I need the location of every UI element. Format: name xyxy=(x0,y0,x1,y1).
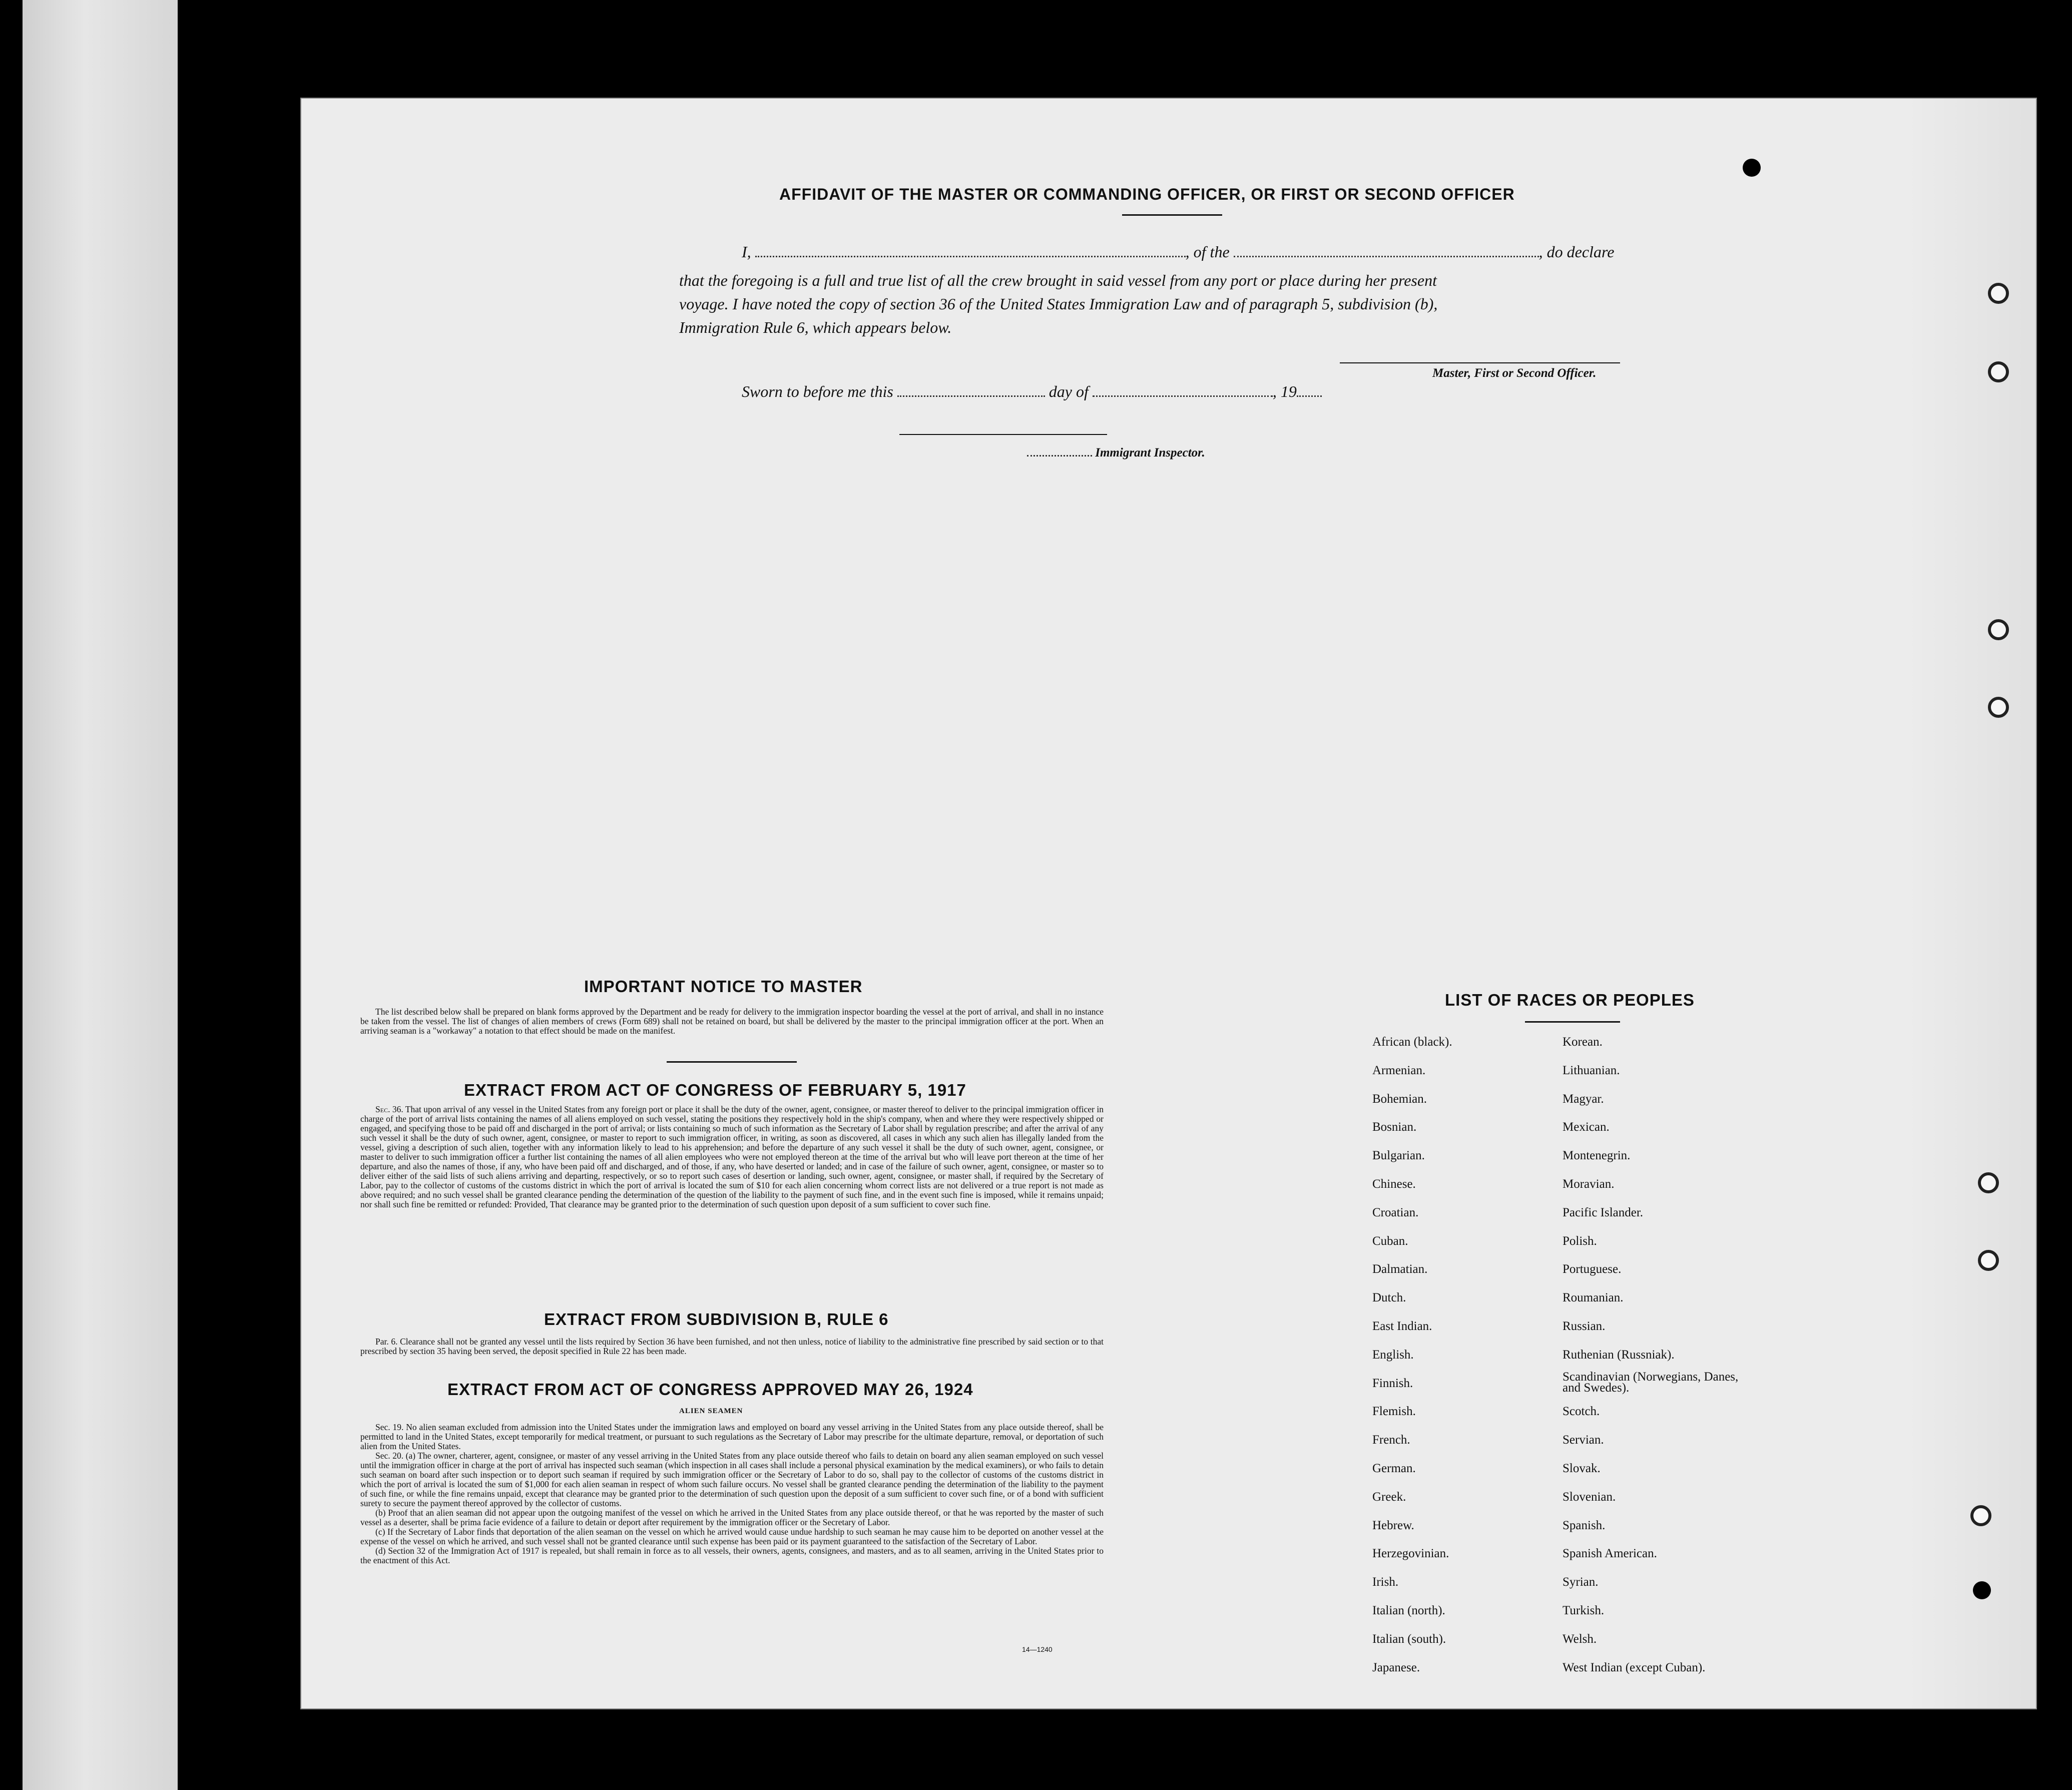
race-item: Welsh. xyxy=(1563,1632,1597,1646)
extract-1917-text xyxy=(360,1105,1104,1209)
race-item: West Indian (except Cuban). xyxy=(1563,1660,1706,1674)
race-item: Scotch. xyxy=(1563,1405,1600,1419)
affidavit-declaration-line xyxy=(742,243,1614,261)
binder-hole xyxy=(178,1441,200,1463)
race-item: Croatian. xyxy=(1372,1205,1419,1219)
race-item: Herzegovinian. xyxy=(1372,1547,1449,1561)
affidavit-body-2: voyage. I have noted the copy of section 36 of the United States Immigration Law and of paragraph 5, subdivision (b), xyxy=(679,295,1438,313)
extract-1917-title: EXTRACT FROM ACT OF CONGRESS OF FEBRUARY 5, 1917 xyxy=(464,1081,966,1099)
race-item: African (black). xyxy=(1372,1035,1452,1049)
title-rule xyxy=(1122,214,1222,216)
race-item: Hebrew. xyxy=(1372,1518,1414,1532)
race-item: Magyar. xyxy=(1563,1092,1604,1106)
binder-hole xyxy=(201,220,223,242)
binder-hole xyxy=(201,298,223,320)
manifest-page xyxy=(300,98,2037,1709)
race-item: Italian (north). xyxy=(1372,1603,1445,1617)
affidavit-i: I, xyxy=(742,243,751,261)
binder-hole xyxy=(1988,697,2009,718)
race-item: Flemish. xyxy=(1372,1405,1416,1419)
race-item: Syrian. xyxy=(1563,1575,1599,1589)
notice-paragraph: The list described below shall be prepared on blank forms approved by the Department and be ready for delivery to the immigration inspector boarding the vessel at the port of arrival, and shall in no instance be taken from the vessel. The list of changes of alien members of crews (Form 689) shall not be retained on board, but shall be delivered by the master to the principal immigration officer at the port. When an arriving seaman is a "workaway" a notation to that effect should be made on the manifest. xyxy=(360,1007,1104,1036)
alien-seamen-subtitle: ALIEN SEAMEN xyxy=(679,1407,743,1415)
races-column-1 xyxy=(1372,1028,1452,1682)
binder-hole xyxy=(1978,1250,1999,1271)
binder-hole xyxy=(1970,1505,1991,1526)
race-item: Bulgarian. xyxy=(1372,1149,1425,1163)
race-item: German. xyxy=(1372,1461,1416,1475)
race-item: Dalmatian. xyxy=(1372,1262,1428,1276)
binder-hole xyxy=(1988,283,2009,304)
race-item: Irish. xyxy=(1372,1575,1399,1589)
race-item: Slovak. xyxy=(1563,1461,1601,1475)
binder-hole xyxy=(178,1520,200,1542)
race-item: Spanish American. xyxy=(1563,1547,1657,1561)
year-text: , 19 xyxy=(1272,382,1297,400)
race-item: Turkish. xyxy=(1563,1603,1605,1617)
sec-36-label: Sec. 36. xyxy=(375,1104,403,1114)
master-signature-caption: Master, First or Second Officer. xyxy=(1432,366,1597,380)
race-item: Mexican. xyxy=(1563,1120,1610,1134)
notice-text xyxy=(360,1007,1104,1036)
sworn-text: Sworn to before me this xyxy=(742,382,893,400)
race-item: Slovenian. xyxy=(1563,1490,1616,1504)
sec-19-paragraph: Sec. 19. No alien seaman excluded from admission into the United States under the immigration laws and employed on board any vessel arriving in the United States from any place outside thereof, shall be permitted to land in the United States, except temporarily for medical treatment, or pursuant to such regulations as the Secretary of Labor may prescribe for the ultimate departure, removal, or deportation of such alien from the United States. xyxy=(360,1422,1104,1451)
race-item: Servian. xyxy=(1563,1433,1604,1447)
race-item: Portuguese. xyxy=(1563,1262,1622,1276)
race-item: Ruthenian (Russniak). xyxy=(1563,1348,1675,1362)
race-item: Spanish. xyxy=(1563,1518,1606,1532)
race-item: Chinese. xyxy=(1372,1177,1416,1191)
race-item: Roumanian. xyxy=(1563,1291,1624,1305)
affidavit-body-1: that the foregoing is a full and true list of all the crew brought in said vessel from any port or place during her present xyxy=(679,271,1437,289)
inspector-caption: Immigrant Inspector. xyxy=(1095,446,1205,460)
form-number: 14—1240 xyxy=(1022,1645,1053,1653)
master-signature-line xyxy=(1340,362,1620,363)
affidavit-of-the: , of the xyxy=(1185,243,1230,261)
race-item: English. xyxy=(1372,1348,1414,1362)
race-item: French. xyxy=(1372,1433,1410,1447)
sec-20b-paragraph: (b) Proof that an alien seaman did not appear upon the outgoing manifest of the vessel on which he arrived in the United States from any place outside thereof, or that he was reported by the master of such vessel as a deserter, shall be prima facie evidence of a failure to detain or deport after requirement by the immigration officer or the Secretary of Labor. xyxy=(360,1508,1104,1527)
sec-36-body: That upon arrival of any vessel in the United States from any foreign port or place it shall be the duty of the owner, agent, consignee, or master thereof to deliver to the principal immigration officer in charge of the port of arrival lists containing the names of all aliens employed on such vessel, stating the positions they respectively hold in the ship's company, when and where they were respectively shipped or engaged, and specifying those to be paid off and discharged in the port of arrival; or lists containing so much of such information as the Secretary of Labor shall by regulation prescribe; and after the arrival of any such vessel it shall be the duty of such owner, agent, consignee, or master to report to such immigration officer, in writing, as soon as discovered, all cases in which any such alien has illegally landed from the vessel, giving a description of such alien, together with any information likely to lead to his apprehension; and before the departure of any such vessel it shall be the duty of such owner, agent, consignee, or master to deliver to such immigration officer a further list containing the names of all alien employees who were not employed thereon at the time of the arrival but who will leave port thereon at the time of her departure, and also the names of those, if any, who have been paid off and discharged, and of those, if any, who have deserted or landed; and in case of the failure of such owner, agent, consignee, or master so to deliver either of the said lists of such aliens arriving and departing, respectively, or so to report such cases of desertion or landing, such owner, agent, consignee, or master shall, if required by the Secretary of Labor, pay to the collector of customs of the customs district in which the port of arrival is located the sum of $10 for each alien concerning whom correct lists are not delivered or a true report is not made as above required; and no such vessel shall be granted clearance pending the determination of the question of the liability to the payment of such fine, and in the event such fine is imposed, while it remains unpaid; nor shall such fine be remitted or refunded: Provided, That clearance may be granted prior to the determination of such question upon deposit of a sum sufficient to cover such fine. xyxy=(360,1104,1104,1209)
subdiv-b-text xyxy=(360,1337,1104,1356)
race-item: Korean. xyxy=(1563,1035,1603,1049)
sec-20c-paragraph: (c) If the Secretary of Labor finds that deportation of the alien seaman on the vessel on which he arrived would cause undue hardship to such seaman he may cause him to be deported on another vessel at the expense of the vessel on which he arrived, and such vessel shall not be granted clearance until such expense has been paid or its payment guaranteed to the satisfaction of the Secretary of Labor. xyxy=(360,1527,1104,1546)
inspector-signature-line xyxy=(899,434,1107,435)
binder-hole xyxy=(1978,1172,1999,1193)
subdiv-b-paragraph: Par. 6. Clearance shall not be granted any vessel until the lists required by Section 36 have been furnished, and not then unless, notice of liability to the administrative fine prescribed by said section or to that prescribed by section 35 having been served, the deposit specified in Rule 22 has been made. xyxy=(360,1336,1104,1356)
day-of-text: day of xyxy=(1049,382,1089,400)
sec-20a-paragraph: Sec. 20. (a) The owner, charterer, agent, consignee, or master of any vessel arriving in the United States from any place outside thereof who fails to detain on board any alien seaman employed on such vessel until the immigration officer in charge at the port of arrival has inspected such seaman (which inspection in all cases shall include a personal physical examination by the medical examiners), or who fails to detain such seaman on board after such inspection or to deport such seaman if required by such immigration officer or the Secretary of Labor to do so, shall pay to the collector of customs of the customs district in which the port of arrival is located the sum of $1,000 for each alien seaman in respect of whom such failure occurs. No vessel shall be granted clearance pending the determination of the liability to the payment of such fine, or while the fine remains unpaid, except that clearance may be granted prior to the determination of such question upon the deposit of a sum sufficient to cover such fine, or of a bond with sufficient surety to secure the payment thereof approved by the collector of customs. xyxy=(360,1451,1104,1508)
binder-hole xyxy=(186,1184,208,1206)
binder-hole xyxy=(186,1105,208,1127)
race-item: Japanese. xyxy=(1372,1660,1420,1674)
race-item: Finnish. xyxy=(1372,1376,1413,1390)
race-item: Italian (south). xyxy=(1372,1632,1446,1646)
races-rule xyxy=(1525,1021,1620,1023)
race-item: Bohemian. xyxy=(1372,1092,1427,1106)
race-item: Polish. xyxy=(1563,1234,1597,1248)
affidavit-title: AFFIDAVIT OF THE MASTER OR COMMANDING OFFICER, OR FIRST OR SECOND OFFICER xyxy=(779,185,1515,203)
sec-20d-paragraph: (d) Section 32 of the Immigration Act of 1917 is repealed, but shall remain in force as to all vessels, their owners, agents, consignees, and masters, and as to all seamen, arriving in the United States prior to the enactment of this Act. xyxy=(360,1546,1104,1565)
extract-1924-title: EXTRACT FROM ACT OF CONGRESS APPROVED MAY 26, 1924 xyxy=(447,1380,973,1399)
race-item: Bosnian. xyxy=(1372,1120,1417,1134)
affidavit-body-3: Immigration Rule 6, which appears below. xyxy=(679,318,952,336)
race-item: East Indian. xyxy=(1372,1319,1432,1333)
race-item: Russian. xyxy=(1563,1319,1606,1333)
binder-hole xyxy=(195,553,217,575)
notice-rule xyxy=(667,1061,797,1063)
race-item: Armenian. xyxy=(1372,1063,1426,1077)
race-item: Cuban. xyxy=(1372,1234,1408,1248)
affidavit-do-declare: , do declare xyxy=(1538,243,1615,261)
races-title: LIST OF RACES OR PEOPLES xyxy=(1445,991,1695,1009)
race-item: Lithuanian. xyxy=(1563,1063,1620,1077)
race-item: Moravian. xyxy=(1563,1177,1615,1191)
race-item: Scandinavian (Norwegians, Danes, and Swedes). xyxy=(1563,1370,1739,1395)
race-item: Montenegrin. xyxy=(1563,1149,1631,1163)
binder-hole xyxy=(1973,1581,1991,1599)
race-item: Greek. xyxy=(1372,1490,1406,1504)
race-item: Dutch. xyxy=(1372,1291,1406,1305)
binder-hole xyxy=(1743,159,1761,177)
binder-hole xyxy=(1988,361,2009,382)
subdiv-b-title: EXTRACT FROM SUBDIVISION B, RULE 6 xyxy=(544,1310,889,1328)
inspector-line xyxy=(1027,446,1205,460)
races-column-2 xyxy=(1563,1028,1743,1682)
sworn-line xyxy=(742,382,1322,401)
extract-1924-text xyxy=(360,1423,1104,1565)
race-item: Pacific Islander. xyxy=(1563,1205,1644,1219)
binder-hole xyxy=(193,632,215,654)
notice-title: IMPORTANT NOTICE TO MASTER xyxy=(584,977,863,996)
left-page-strip xyxy=(23,0,178,1790)
binder-hole xyxy=(1988,619,2009,640)
